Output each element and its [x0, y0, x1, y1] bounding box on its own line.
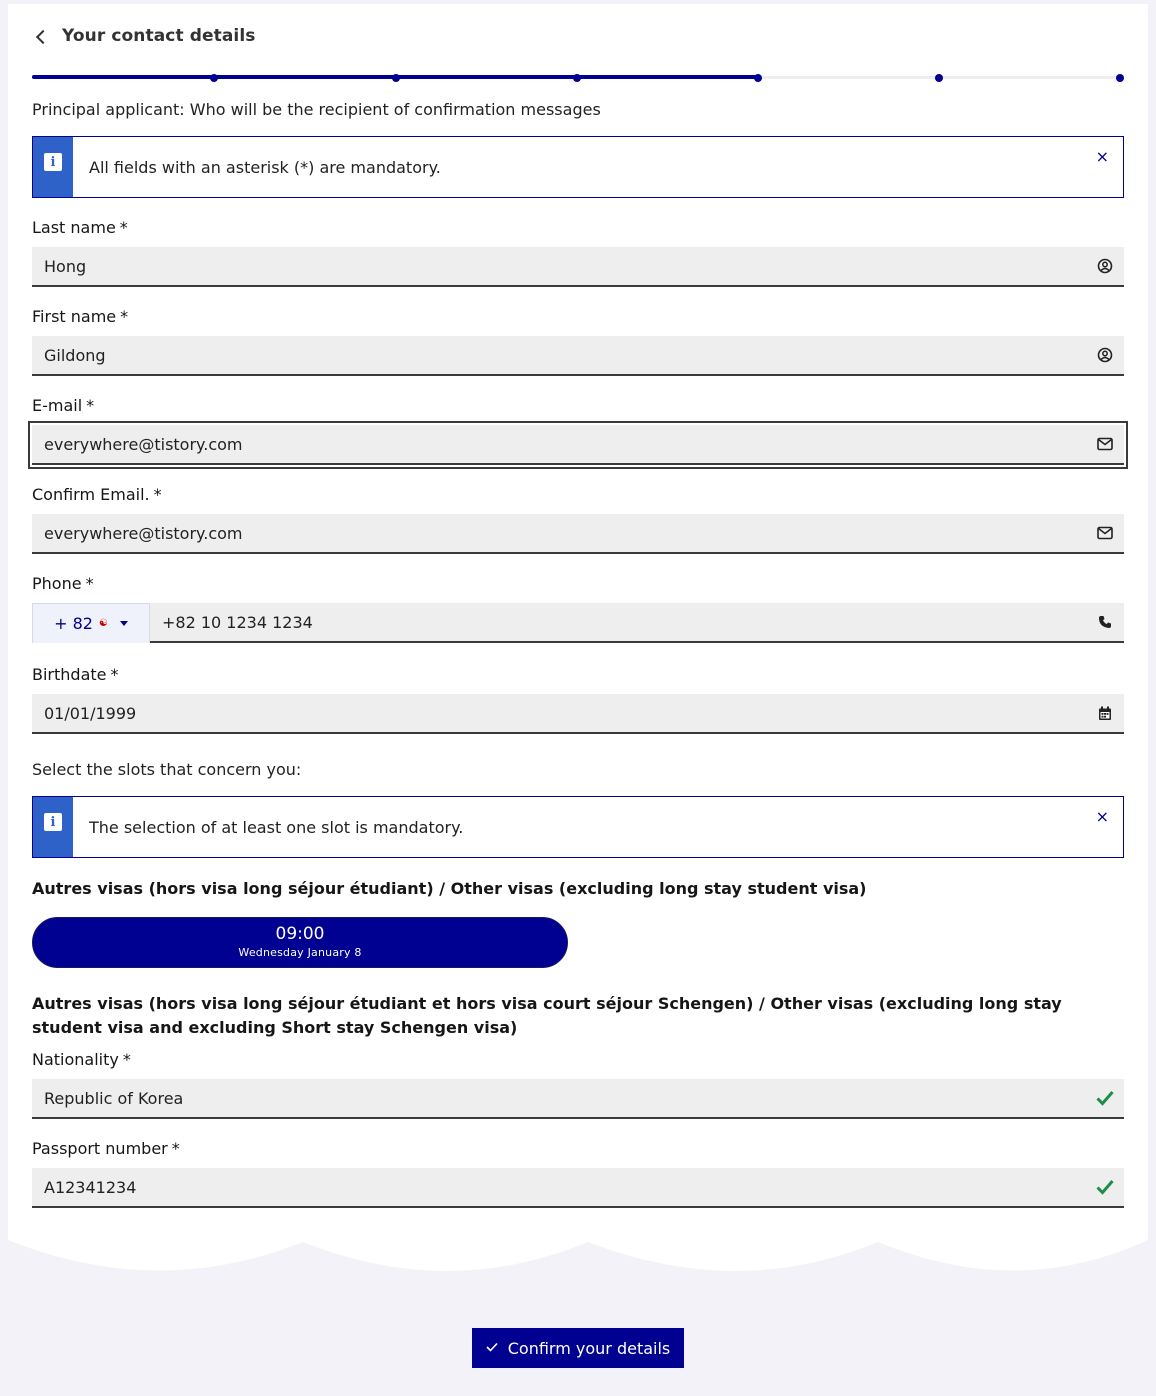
- last-name-field: [32, 247, 1124, 287]
- email-field: [32, 425, 1124, 465]
- info-icon: i: [44, 813, 62, 831]
- mail-icon: [1096, 524, 1114, 542]
- label-text: Phone: [32, 574, 82, 593]
- alert-slot-required: [32, 796, 1124, 858]
- nationality-input[interactable]: [32, 1079, 1032, 1117]
- required-asterisk: *: [119, 218, 128, 237]
- phone-label: [32, 574, 94, 593]
- subtitle: Principal applicant: Who will be the recipient of confirmation messages: [32, 100, 601, 119]
- calendar-icon[interactable]: [1096, 704, 1114, 722]
- confirm-email-field: [32, 514, 1124, 554]
- nationality-field: [32, 1079, 1124, 1119]
- step-dot: [210, 74, 218, 82]
- phone-field: [32, 603, 1124, 643]
- label-text: Birthdate: [32, 665, 107, 684]
- label-text: E-mail: [32, 396, 83, 415]
- label-text: First name: [32, 307, 117, 326]
- step-dot: [392, 74, 400, 82]
- required-asterisk: *: [153, 485, 162, 504]
- required-asterisk: *: [110, 665, 119, 684]
- label-text: Last name: [32, 218, 116, 237]
- mail-icon: [1096, 435, 1114, 453]
- first-name-field: [32, 336, 1124, 376]
- close-icon[interactable]: ×: [1095, 147, 1109, 166]
- confirm-details-button[interactable]: [472, 1328, 684, 1368]
- alert-mandatory-fields: [32, 136, 1124, 198]
- user-circle-icon: [1096, 257, 1114, 275]
- first-name-input[interactable]: [32, 336, 1032, 374]
- required-asterisk: *: [85, 574, 94, 593]
- step-dot: [754, 74, 762, 82]
- required-asterisk: *: [122, 1050, 131, 1069]
- alert-message: All fields with an asterisk (*) are mandatory.: [89, 157, 441, 177]
- birthdate-input[interactable]: [32, 694, 1032, 732]
- phone-icon: [1096, 613, 1114, 631]
- back-link[interactable]: [38, 26, 255, 46]
- passport-field: [32, 1168, 1124, 1208]
- required-asterisk: *: [120, 307, 129, 326]
- label-text: Confirm Email.: [32, 485, 150, 504]
- confirm-email-input[interactable]: [32, 514, 1032, 552]
- label-text: Nationality: [32, 1050, 119, 1069]
- page-title: Your contact details: [62, 26, 256, 46]
- close-icon[interactable]: ×: [1095, 807, 1109, 826]
- required-asterisk: *: [171, 1139, 180, 1158]
- progress-stepper: [32, 72, 1124, 84]
- slot-date: Wednesday January 8: [238, 946, 362, 959]
- chevron-left-icon: [36, 29, 50, 43]
- section-heading-other-visas: Autres visas (hors visa long séjour étudiant) / Other visas (excluding long stay student visa): [32, 879, 867, 898]
- check-icon: [486, 1340, 498, 1356]
- email-label: [32, 396, 94, 415]
- check-icon: [1096, 1089, 1114, 1107]
- slots-prompt: Select the slots that concern you:: [32, 760, 302, 779]
- birthdate-label: [32, 665, 119, 684]
- user-circle-icon: [1096, 346, 1114, 364]
- info-icon: i: [44, 153, 62, 171]
- label-text: Passport number: [32, 1139, 168, 1158]
- caret-down-icon: [120, 621, 128, 626]
- required-asterisk: *: [86, 396, 95, 415]
- first-name-label: [32, 307, 128, 326]
- step-dot: [573, 74, 581, 82]
- country-code-select[interactable]: [32, 603, 150, 643]
- info-bar: [33, 797, 73, 857]
- confirm-email-label: [32, 485, 162, 504]
- step-dot: [1116, 74, 1124, 82]
- last-name-input[interactable]: [32, 247, 1032, 285]
- passport-input[interactable]: [32, 1168, 1032, 1206]
- last-name-label: [32, 218, 128, 237]
- section-heading-other-visas-schengen: Autres visas (hors visa long séjour étudiant et hors visa court séjour Schengen) / Other visas (excluding long stay student visa and excluding Short stay Schengen visa): [32, 994, 1062, 1037]
- slot-time: 09:00: [275, 924, 325, 944]
- step-dot: [935, 74, 943, 82]
- info-bar: [33, 137, 73, 197]
- country-code-value: + 82: [54, 614, 93, 633]
- nationality-label: [32, 1050, 131, 1069]
- korea-flag-icon: ☯: [98, 618, 108, 629]
- passport-label: [32, 1139, 180, 1158]
- phone-input[interactable]: [150, 603, 1030, 641]
- confirm-button-label: Confirm your details: [507, 1338, 671, 1358]
- slot-button[interactable]: [32, 917, 568, 968]
- check-icon: [1096, 1178, 1114, 1196]
- birthdate-field: [32, 694, 1124, 734]
- alert-message: The selection of at least one slot is mandatory.: [89, 817, 464, 837]
- email-input[interactable]: [32, 425, 1032, 463]
